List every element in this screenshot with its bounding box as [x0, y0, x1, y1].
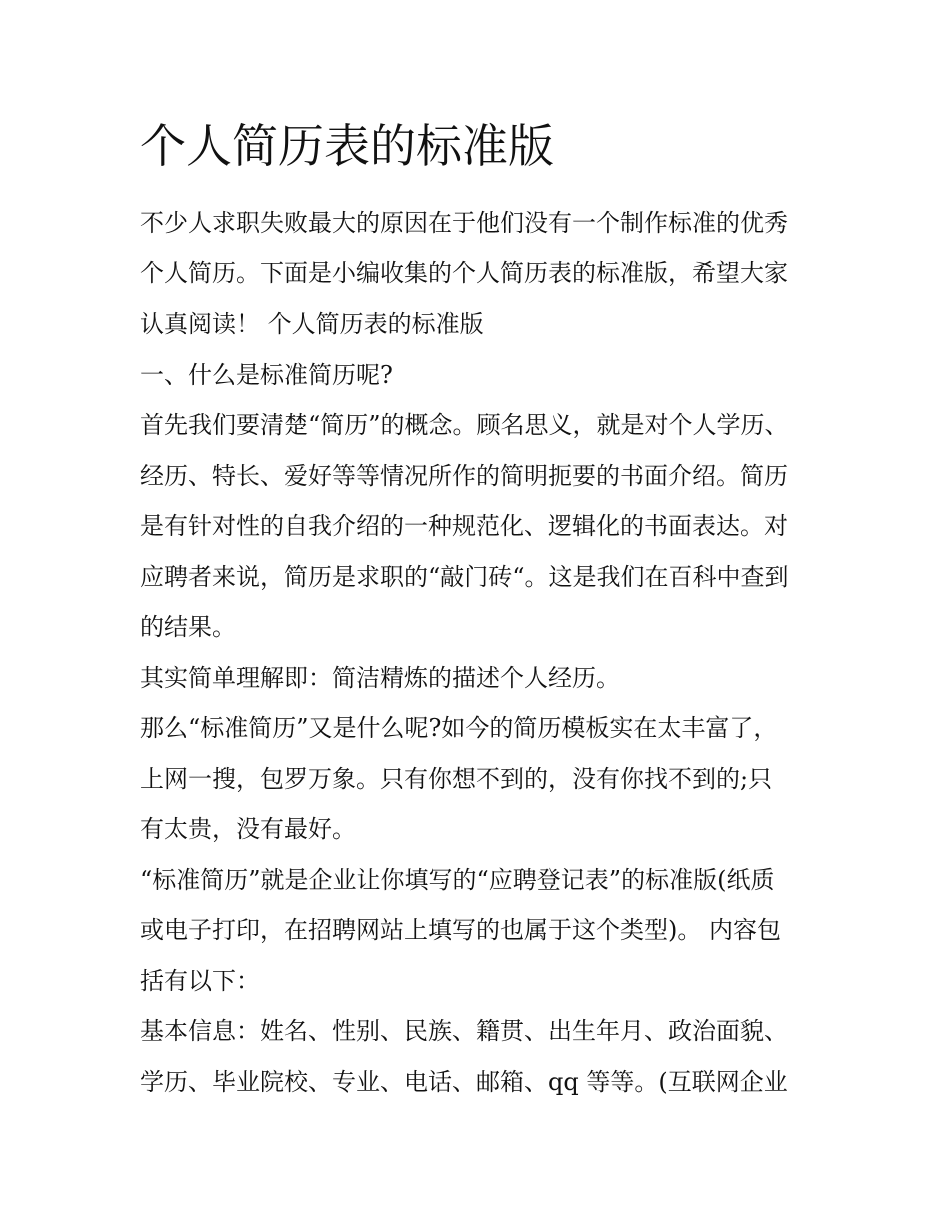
body-line-9: 的结果。	[140, 613, 236, 641]
body-line-1: 不少人求职失败最大的原因在于他们没有一个制作标准的优秀	[140, 209, 788, 237]
body-line-10: 其实简单理解即：简洁精炼的描述个人经历。	[140, 664, 620, 692]
body-line-2: 个人简历。下面是小编收集的个人简历表的标准版，希望大家	[140, 259, 788, 287]
body-line-12: 上网一搜，包罗万象。只有你想不到的，没有你找不到的;只	[140, 765, 773, 793]
body-line-5: 首先我们要清楚“简历”的概念。顾名思义，就是对个人学历、	[140, 411, 789, 439]
body-line-14: “标准简历”就是企业让你填写的“应聘登记表”的标准版(纸质	[140, 866, 775, 894]
section-heading: 一、什么是标准简历呢?	[140, 361, 393, 389]
body-line-13: 有太贵，没有最好。	[140, 815, 356, 843]
document-title: 个人简历表的标准版	[140, 119, 554, 173]
body-line-15: 或电子打印，在招聘网站上填写的也属于这个类型)。 内容包	[140, 916, 781, 944]
body-line-18: 学历、毕业院校、专业、电话、邮箱、qq 等等。(互联网企业	[140, 1068, 788, 1096]
body-line-11: 那么“标准简历”又是什么呢?如今的简历模板实在太丰富了，	[140, 714, 778, 742]
body-line-7: 是有针对性的自我介绍的一种规范化、逻辑化的书面表达。对	[140, 512, 788, 540]
body-line-16: 括有以下：	[140, 967, 260, 995]
body-line-6: 经历、特长、爱好等等情况所作的简明扼要的书面介绍。简历	[140, 462, 788, 490]
body-line-17: 基本信息：姓名、性别、民族、籍贯、出生年月、政治面貌、	[140, 1017, 788, 1045]
body-line-8: 应聘者来说，简历是求职的“敲门砖“。这是我们在百科中查到	[140, 563, 789, 591]
body-line-3: 认真阅读！ 个人简历表的标准版	[140, 310, 484, 338]
